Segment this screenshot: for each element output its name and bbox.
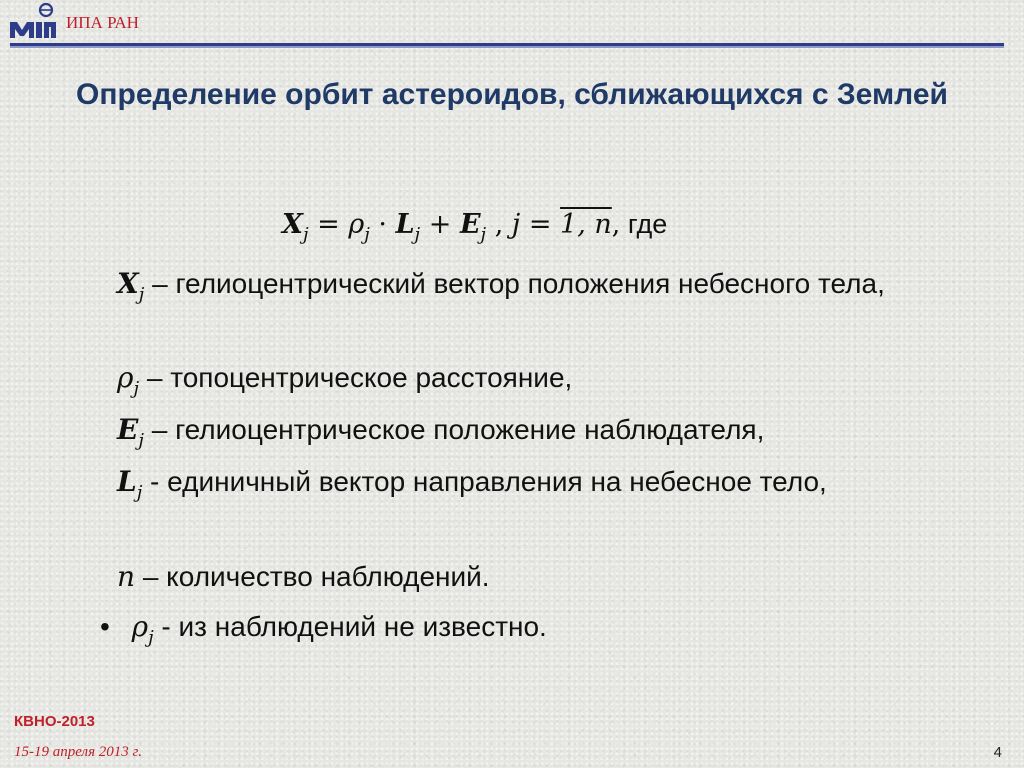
- bullet-rho-unknown: [100, 605, 547, 652]
- def-l-text: - единичный вектор направления на небесное тело,: [142, 466, 827, 497]
- formula-plus: +: [420, 209, 460, 240]
- formula-tail: ,: [611, 209, 621, 240]
- def-n-symbol: n: [117, 560, 136, 593]
- definition-n: [117, 555, 937, 598]
- definition-x: [117, 262, 937, 309]
- bullet-rho-sub: j: [148, 627, 154, 648]
- formula-gde: где: [620, 209, 668, 239]
- def-rho-symbol: ρ: [117, 361, 134, 394]
- formula-l-sub: j: [414, 224, 421, 245]
- def-rho-sub: j: [133, 378, 140, 399]
- formula-x-sub: j: [302, 224, 309, 245]
- formula-comma: ,: [486, 209, 512, 240]
- conference-dates: 15-19 апреля 2013 г.: [14, 744, 142, 760]
- formula-e: E: [459, 209, 481, 240]
- definition-l: [117, 460, 937, 507]
- formula-rho-sub: j: [364, 224, 370, 245]
- def-x-symbol: X: [117, 267, 139, 300]
- def-e-symbol: E: [117, 413, 139, 446]
- definition-e: [117, 408, 937, 455]
- slide-title: Определение орбит астероидов, сближающихся с Землей: [76, 78, 948, 111]
- formula-range: 1, n: [560, 209, 612, 240]
- bullet-text: - из наблюдений не известно.: [153, 611, 547, 642]
- formula-j: j: [511, 209, 521, 240]
- formula-dot: ·: [369, 209, 396, 240]
- formula-x: X: [282, 209, 303, 240]
- main-formula: [282, 209, 668, 245]
- def-l-sub: j: [136, 482, 143, 503]
- def-e-sub: j: [138, 430, 144, 451]
- def-l-symbol: L: [117, 465, 137, 498]
- page-number: 4: [993, 744, 1002, 761]
- org-name: ИПА РАН: [66, 13, 139, 32]
- formula-l: L: [395, 209, 415, 240]
- formula-rho: ρ: [348, 209, 365, 240]
- def-x-text: – гелиоцентрический вектор положения небесного тела,: [144, 268, 885, 299]
- definition-rho: [117, 356, 937, 403]
- conference-name: КВНО-2013: [14, 713, 95, 730]
- formula-eq: =: [308, 209, 349, 240]
- def-e-text: – гелиоцентрическое положение наблюдателя,: [143, 414, 765, 445]
- def-x-sub: j: [138, 284, 145, 305]
- header-divider: [10, 43, 1004, 48]
- formula-e-sub: j: [480, 224, 487, 245]
- formula-jeq: =: [520, 209, 561, 240]
- def-rho-text: – топоцентрическое расстояние,: [139, 362, 573, 393]
- ipa-ran-logo: [10, 2, 56, 40]
- def-n-text: – количество наблюдений.: [135, 561, 490, 592]
- bullet-marker: •: [100, 611, 110, 642]
- bullet-rho-symbol: ρ: [131, 610, 149, 643]
